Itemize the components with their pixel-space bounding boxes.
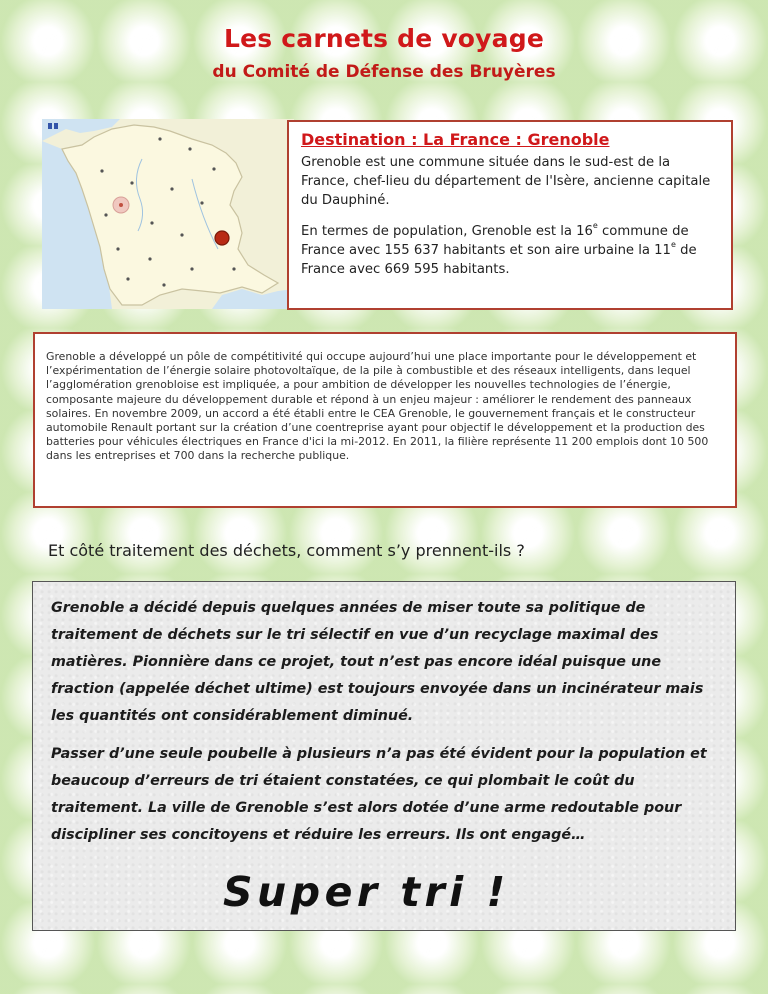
competitiveness-box <box>33 332 737 508</box>
grenoble-marker-icon <box>215 231 229 245</box>
super-tri-heading: Super tri ! <box>223 868 510 916</box>
france-map-drawing <box>42 119 294 309</box>
destination-box <box>287 120 733 310</box>
waste-question-heading: Et côté traitement des déchets, comment s’y prennent-ils ? <box>48 541 525 560</box>
competitiveness-paragraph: Grenoble a développé un pôle de compétitivité qui occupe aujourd’hui une place importante pour le développement et l’expérimentation de l’énergie solaire photovoltaïque, de la pile à combustible et des réseaux intelligents, dans lequel l’agglomération grenobloise est impliquée, a pour ambition de développer les nouvelles technologies de l’énergie, composante majeure du développement durable et répond à un enjeu majeur : améliorer le rendement des panneaux solaires. En novembre 2009, un accord a été établi entre le CEA Grenoble, le gouvernement français et le constructeur automobile Renault portant sur la création d’une coentreprise ayant pour objectif le développement et la production des batteries pour véhicules électriques en France d'ici la mi-2012. En 2011, la filière représente 11 200 emplois dont 10 500 dans les entreprises et 700 dans la recherche publique. <box>46 350 709 463</box>
population-text-1: En termes de population, Grenoble est la 16 <box>301 224 593 239</box>
waste-paragraph-2: Passer d’une seule poubelle à plusieurs n’a pas été évident pour la population et beaucoup d’erreurs de tri étaient constatées, ce qui plombait le coût du traitement. La ville de Grenoble s’est alors dotée d’une arme redoutable pour discipliner ses concitoyens et réduire les erreurs. Ils ont engagé… <box>51 746 707 843</box>
population-text-2: commune de France avec 155 637 habitants et son aire urbaine la 11 <box>301 224 689 258</box>
destination-paragraph-1: Grenoble est une commune située dans le sud-est de la France, chef-lieu du département de l'Isère, ancienne capitale du Dauphiné. <box>301 155 711 208</box>
page-title: Les carnets de voyage <box>223 24 545 53</box>
destination-title: Destination : La France : Grenoble <box>301 130 610 149</box>
page-subtitle: du Comité de Défense des Bruyères <box>212 62 556 82</box>
destination-paragraph-2 <box>301 222 719 279</box>
france-map-image <box>42 119 294 309</box>
ordinal-superscript-1: e <box>592 221 598 230</box>
waste-paragraph-1: Grenoble a décidé depuis quelques années de miser toute sa politique de traitement de déchets sur le tri sélectif en vue d’un recyclage maximal des matières. Pionnière dans ce projet, tout n’est pas encore idéal puisque une fraction (appelée déchet ultime) est toujours envoyée dans un incinérateur mais les quantités ont considérablement diminué. <box>51 600 704 724</box>
population-text-3: de France avec 669 595 habitants. <box>301 243 697 277</box>
ordinal-superscript-2: e <box>670 240 676 249</box>
